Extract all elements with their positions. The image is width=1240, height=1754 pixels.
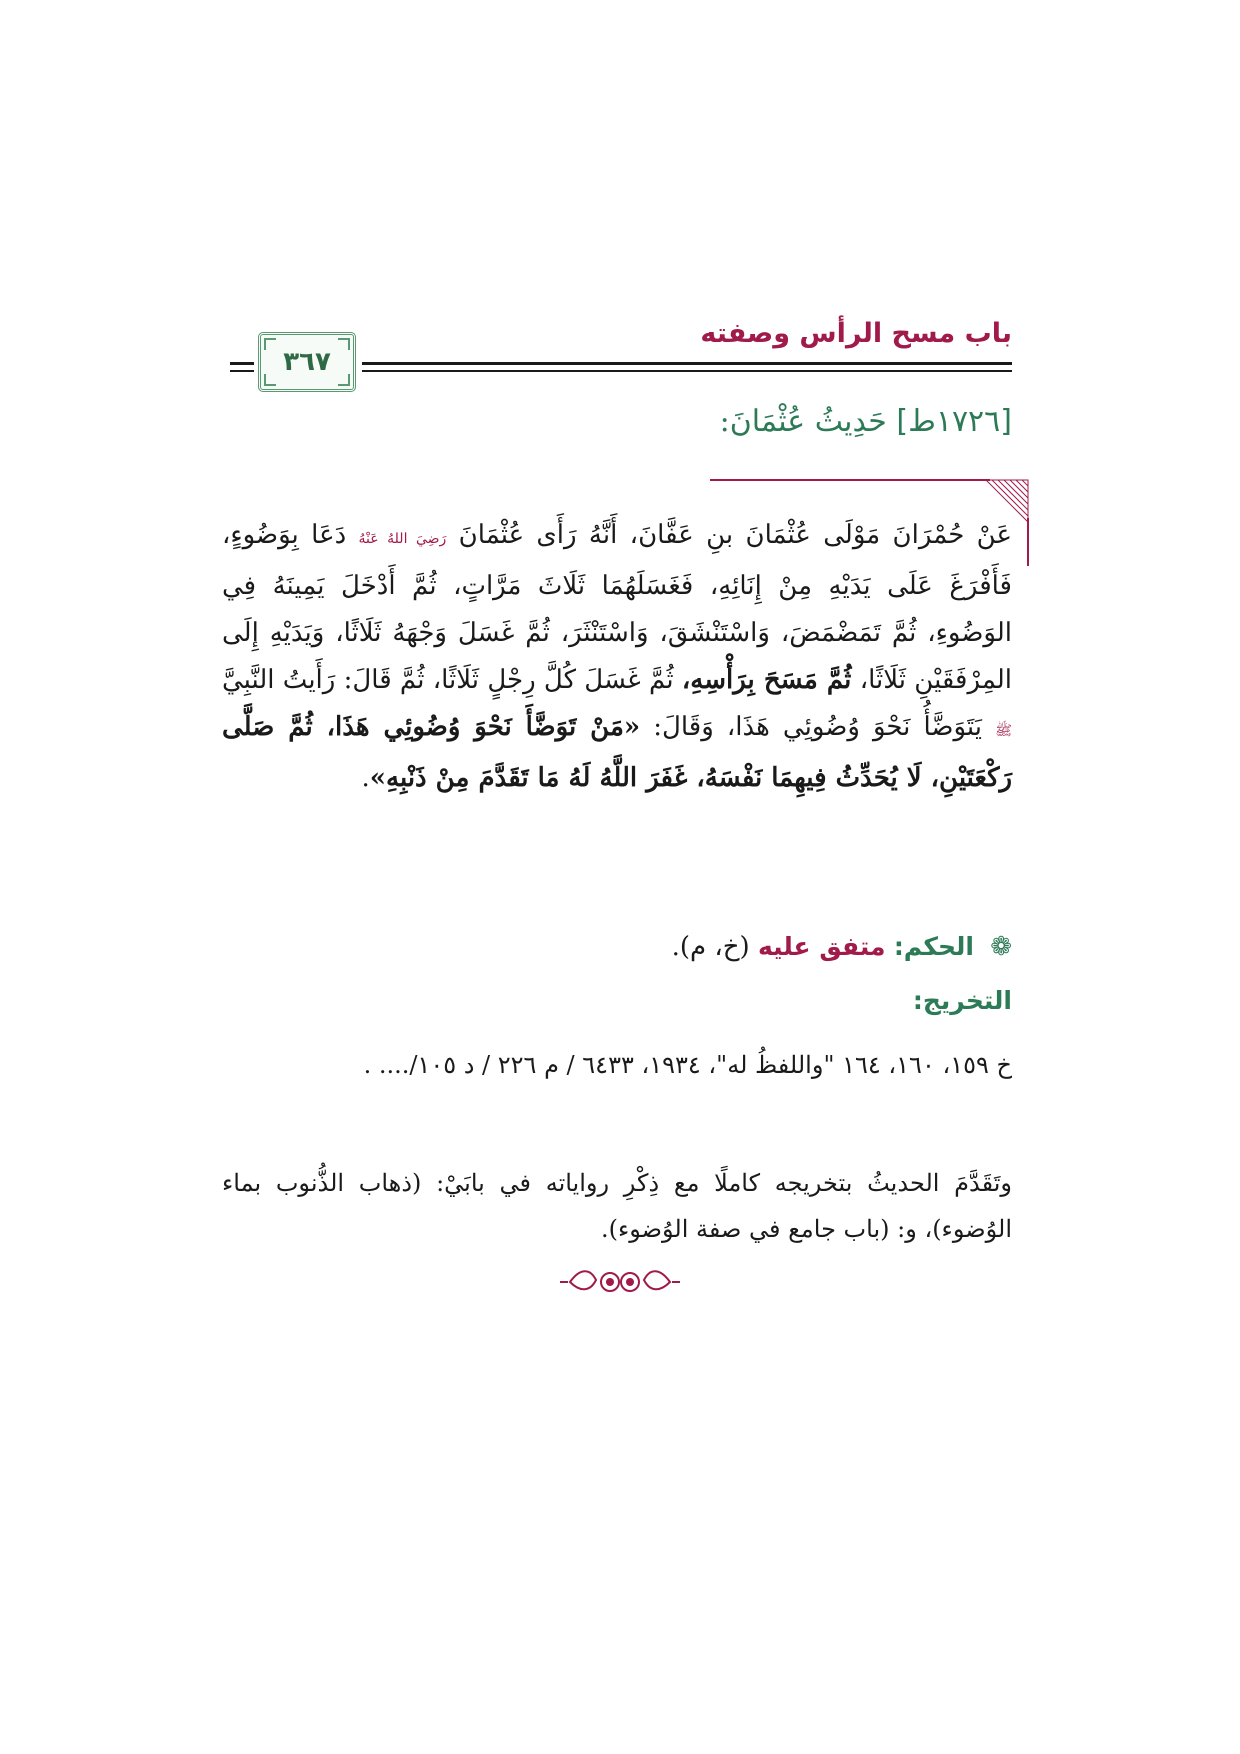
ruling-sources: (خ، م). bbox=[671, 932, 750, 962]
takhrij-title: التخريج: bbox=[912, 986, 1012, 1015]
hadith-text-segment: يَتَوَضَّأُ نَحْوَ وُضُوئِي هَذَا، وَقَالَ: bbox=[653, 712, 982, 742]
badge-corner bbox=[264, 374, 276, 386]
header-rule bbox=[362, 362, 1012, 365]
chapter-title: باب مسح الرأس وصفته bbox=[700, 318, 1012, 349]
ruling-line bbox=[222, 927, 1012, 967]
badge-corner bbox=[264, 338, 276, 350]
hadith-text-bold: «مَنْ تَوَضَّأَ نَحْوَ وُضُوئِي هَذَا، ثُمَّ صَلَّى رَكْعَتَيْنِ، لَا يُحَدِّثُ فِيهِمَا نَفْسَهُ، غَفَرَ اللَّهُ لَهُ مَا تَقَدَّمَ مِنْ ذَنْبِهِ» bbox=[222, 712, 1012, 793]
honorific-glyph: رَضِيَ اللهُ عَنْهُ bbox=[358, 531, 447, 547]
hadith-text bbox=[222, 512, 1012, 802]
badge-corner bbox=[338, 374, 350, 386]
ornament-divider bbox=[560, 1262, 680, 1302]
cross-reference-note: وتَقَدَّمَ الحديثُ بتخريجه كاملًا مع ذِكْرِ رواياته في بابَيْ: (ذهاب الذُّنوب بماء الوُضوء)، و: (باب جامع في صفة الوُضوء). bbox=[222, 1169, 1012, 1243]
badge-corner bbox=[338, 338, 350, 350]
ruling-label: الحكم: bbox=[893, 932, 974, 961]
page-number-badge bbox=[258, 332, 356, 392]
header-rule bbox=[362, 370, 1012, 372]
flower-icon: ❁ bbox=[990, 932, 1012, 962]
hadith-heading bbox=[312, 404, 1012, 439]
page-number: ٣٦٧ bbox=[283, 347, 331, 377]
hadith-text-end: . bbox=[361, 763, 370, 793]
header-rule bbox=[230, 370, 254, 372]
hadith-text-bold: ثُمَّ مَسَحَ بِرَأْسِهِ، bbox=[681, 665, 852, 695]
honorific-glyph: ﷺ bbox=[995, 723, 1013, 739]
hadith-title: حَدِيثُ عُثْمَانَ: bbox=[719, 404, 887, 439]
hadith-text-segment: دَعَا بِوَضُوءٍ، فَأَفْرَغَ عَلَى يَدَيْهِ مِنْ إِنَائِهِ، فَغَسَلَهُمَا ثَلَاثَ مَرَّاتٍ، ثُمَّ أَدْخَلَ يَمِينَهُ فِي الوَضُوءِ، ثُمَّ تَمَضْمَضَ، وَاسْتَنْشَقَ، وَاسْتَنْثَرَ، ثُمَّ غَسَلَ وَجْهَهُ ثَلَاثًا، وَيَدَيْهِ إِلَى المِرْفَقَيْنِ ثَلَاثًا، bbox=[222, 520, 1013, 695]
header-rule bbox=[230, 362, 254, 365]
hadith-text-segment: عَنْ حُمْرَانَ مَوْلَى عُثْمَانَ بنِ عَفَّانَ، أَنَّهُ رَأَى عُثْمَانَ bbox=[458, 520, 1012, 550]
takhrij-text: خ ١٥٩، ١٦٠، ١٦٤ "واللفظُ له"، ١٩٣٤، ٦٤٣٣ / م ٢٢٦ / د ١٠٥/.... . bbox=[363, 1051, 1012, 1079]
ruling-verdict: متفق عليه bbox=[757, 932, 886, 961]
hadith-reference: [١٧٢٦ط] bbox=[896, 404, 1012, 439]
hadith-text-segment: ثُمَّ غَسَلَ كُلَّ رِجْلٍ ثَلَاثًا، ثُمَّ قَالَ: رَأَيتُ النَّبِيَّ bbox=[222, 665, 674, 695]
